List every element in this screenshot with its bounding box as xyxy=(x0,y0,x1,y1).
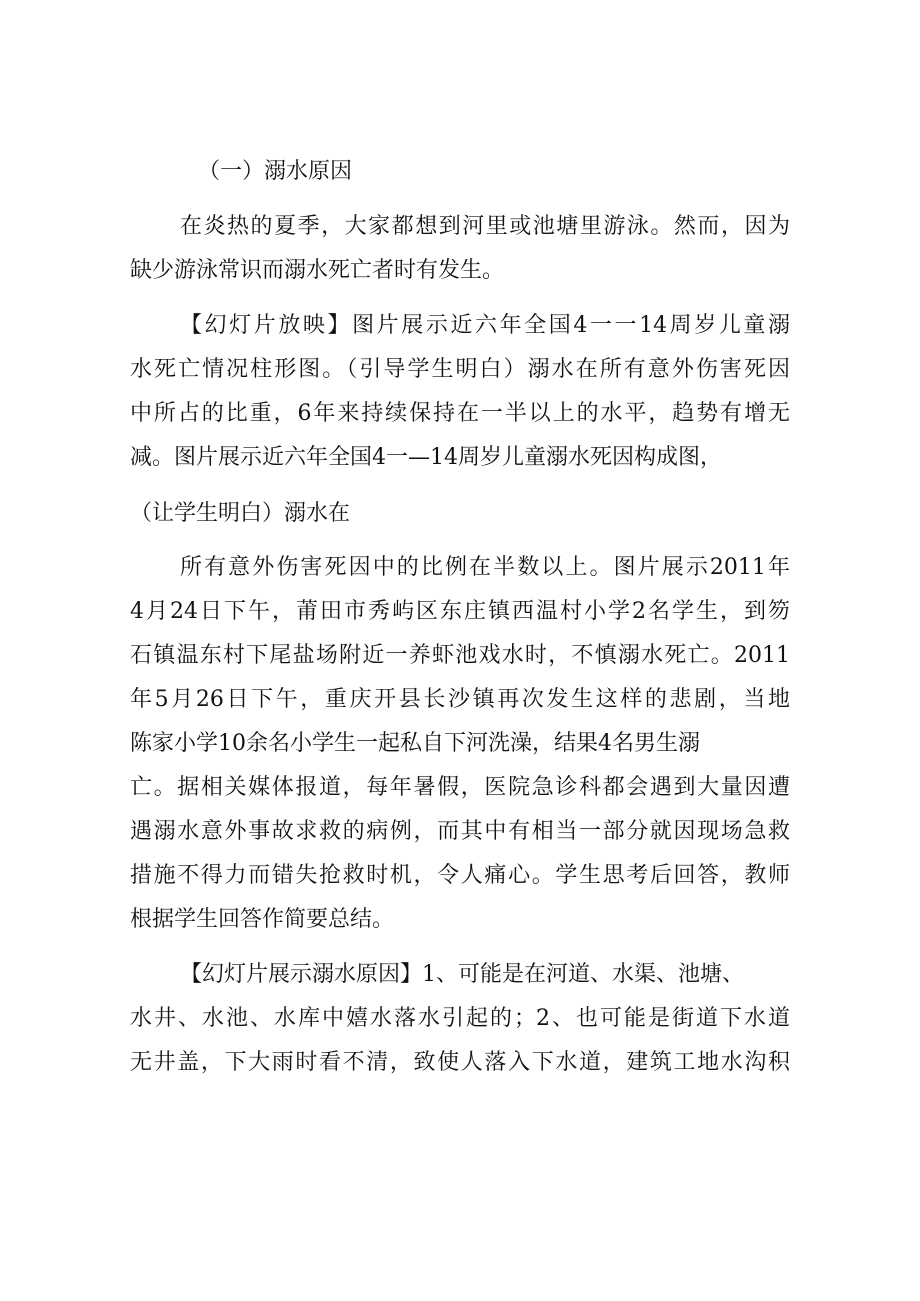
text-line: 亡。据相关媒体报道，每年暑假，医院急诊科都会遇到大量因遭 xyxy=(130,775,790,800)
text-line: 在炎热的夏季，大家都想到河里或池塘里游泳。然而，因为 xyxy=(180,214,790,239)
text-line: 【幻灯片展示溺水原因】1、可能是在河道、水渠、池塘、 xyxy=(180,962,744,987)
text-line: 减。图片展示近六年全国4一—14周岁儿童溺水死因构成图， xyxy=(130,445,722,470)
text-line: 4月24日下午，莆田市秀屿区东庄镇西温村小学2名学生，到笏 xyxy=(130,599,790,624)
text-line: 【幻灯片放映】图片展示近六年全国4一一14周岁儿童溺 xyxy=(180,313,790,338)
text-line: 水死亡情况柱形图。（引导学生明白）溺水在所有意外伤害死因 xyxy=(130,357,790,382)
text-line: 遇溺水意外事故求救的病例，而其中有相当一部分就因现场急救 xyxy=(130,819,790,844)
text-line: 石镇温东村下尾盐场附近一养虾池戏水时，不慎溺水死亡。2011 xyxy=(130,643,790,668)
text-line: 缺少游泳常识而溺水死亡者时有发生。 xyxy=(130,258,505,283)
text-line: 陈家小学10余名小学生一起私自下河洗澡，结果4名男生溺 xyxy=(130,731,700,756)
section-heading: （一）溺水原因 xyxy=(198,159,353,184)
text-line: （让学生明白）溺水在 xyxy=(130,501,351,526)
text-line: 年5月26日下午，重庆开县长沙镇再次发生这样的悲剧，当地 xyxy=(130,687,790,712)
text-line: 水井、水池、水库中嬉水落水引起的；2、也可能是街道下水道 xyxy=(130,1006,790,1031)
text-line: 措施不得力而错失抢救时机，令人痛心。学生思考后回答，教师 xyxy=(130,863,790,888)
text-line: 无井盖，下大雨时看不清，致使人落入下水道，建筑工地水沟积 xyxy=(130,1050,790,1075)
text-line: 根据学生回答作简要总结。 xyxy=(130,907,395,932)
text-line: 中所占的比重，6年来持续保持在一半以上的水平，趋势有增无 xyxy=(130,401,790,426)
text-line: 所有意外伤害死因中的比例在半数以上。图片展示2011年 xyxy=(180,555,790,580)
